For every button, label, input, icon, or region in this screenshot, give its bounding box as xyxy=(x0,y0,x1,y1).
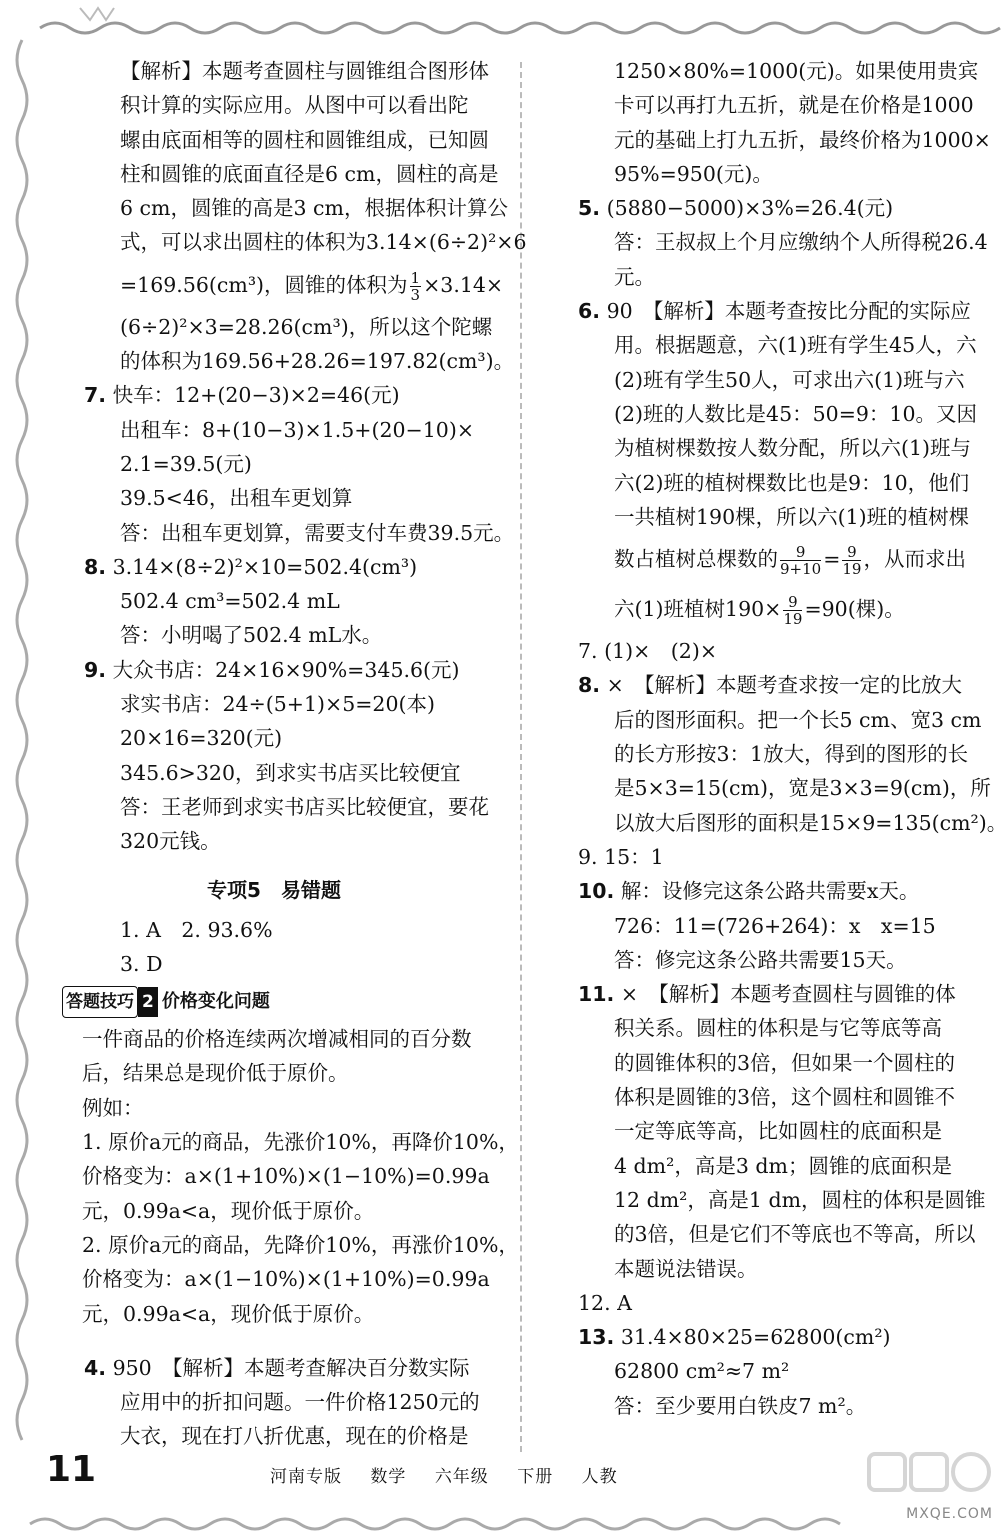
tip-header xyxy=(62,985,504,1018)
answer-line: 950 【解析】本题考查解决百分数实际 xyxy=(112,1355,470,1380)
question-number: 8. xyxy=(578,673,601,698)
analysis-line: 式，可以求出圆柱的体积为3.14×(6÷2)²×6 xyxy=(120,230,527,255)
answer-line: 20×16=320(元) xyxy=(120,726,283,751)
text-segment: =90(棵)。 xyxy=(804,597,905,622)
answer-line: 320元钱。 xyxy=(120,829,221,854)
tip-line: 价格变为：a×(1+10%)×(1−10%)=0.99a xyxy=(82,1164,490,1189)
answer-line: 答：修完这条公路共需要15天。 xyxy=(614,947,907,972)
answer-line: 62800 cm²≈7 m² xyxy=(614,1359,790,1384)
question-number: 9. xyxy=(84,657,107,682)
answer-line: 后的图形面积。把一个长5 cm、宽3 cm xyxy=(614,707,982,732)
answer-line: 12. A xyxy=(578,1290,632,1315)
answer-line: 用。根据题意，六(1)班有学生45人，六 xyxy=(614,333,977,358)
fraction-numerator: 9 xyxy=(780,544,821,561)
answer-line: 的长方形按3：1放大，得到的图形的长 xyxy=(614,742,969,767)
answer-line: 本题说法错误。 xyxy=(614,1256,758,1281)
left-column xyxy=(66,54,527,1454)
answer-line: (2)班的人数比是45：50=9：10。又因 xyxy=(614,401,978,426)
answer-line: 答：王叔叔上个月应缴纳个人所得税26.4 xyxy=(614,230,988,255)
section-title: 专项5 易错题 xyxy=(207,877,341,902)
answer-line: 大衣，现在打八折优惠，现在的价格是 xyxy=(120,1424,469,1449)
top-wavy-border xyxy=(0,0,1007,48)
fraction-numerator: 9 xyxy=(783,594,802,611)
question-number: 13. xyxy=(578,1325,615,1350)
answer-line: 39.5<46，出租车更划算 xyxy=(120,486,353,511)
tip-line: 价格变为：a×(1−10%)×(1+10%)=0.99a xyxy=(82,1267,490,1292)
answer-line: 答：至少要用白铁皮7 m²。 xyxy=(614,1393,867,1418)
answer-line: 元的基础上打九五折，最终价格为1000× xyxy=(614,127,991,152)
question-6 xyxy=(578,294,978,328)
tip-label-text: 答题技巧 xyxy=(66,992,134,1013)
tip-title: 价格变化问题 xyxy=(161,991,270,1013)
answer-line: 345.6>320，到求实书店买比较便宜 xyxy=(120,760,461,785)
answer-line: 9. 15：1 xyxy=(578,844,664,869)
answer-line: 大众书店：24×16×90%=345.6(元) xyxy=(112,657,460,682)
answer-line: 体积是圆锥的3倍，这个圆柱和圆锥不 xyxy=(614,1085,956,1110)
answer-line: 31.4×80×25=62800(cm²) xyxy=(620,1325,891,1350)
question-10 xyxy=(578,874,978,908)
page-number: 11 xyxy=(46,1449,97,1490)
answer-line: 六(2)班的植树棵数比也是9：10，他们 xyxy=(614,470,970,495)
fraction-denominator: 3 xyxy=(410,285,421,304)
tip-number: 2 xyxy=(138,987,158,1017)
question-11 xyxy=(578,977,978,1011)
answer-line: 7. (1)× (2)× xyxy=(578,639,718,664)
answer-line: 应用中的折扣问题。一件价格1250元的 xyxy=(120,1390,480,1415)
question-number: 6. xyxy=(578,299,601,324)
answer-line: 的3倍，但是它们不等底也不等高，所以 xyxy=(614,1222,976,1247)
answer-line: 以放大后图形的面积是15×9=135(cm²)。 xyxy=(614,810,1007,835)
answer-line: 卡可以再打九五折，就是在价格是1000 xyxy=(614,93,974,118)
answer-line: 的圆锥体积的3倍，但如果一个圆柱的 xyxy=(614,1050,956,1075)
answer-line: 2.1=39.5(元) xyxy=(120,451,252,476)
fraction-denominator: 19 xyxy=(842,560,862,579)
answer-line: (5880−5000)×3%=26.4(元) xyxy=(606,196,894,221)
question-5 xyxy=(578,191,978,225)
tip-line: 一件商品的价格连续两次增减相同的百分数 xyxy=(82,1027,472,1052)
question-number: 5. xyxy=(578,196,601,221)
answer-line: (2)班有学生50人，可求出六(1)班与六 xyxy=(614,367,965,392)
footer-volume: 下册 xyxy=(517,1467,554,1487)
answer-line-fraction xyxy=(578,584,978,634)
tip-line: 1. 原价a元的商品，先涨价10%，再降价10%， xyxy=(82,1130,519,1155)
fraction-denominator: 9+10 xyxy=(780,560,822,579)
question-9 xyxy=(84,653,504,687)
analysis-line: 柱和圆锥的底面直径是6 cm，圆柱的高是 xyxy=(120,161,499,186)
answer-line: 12 dm²，高是1 dm，圆柱的体积是圆锥 xyxy=(614,1187,986,1212)
tip-line: 例如： xyxy=(82,1095,144,1120)
answer-line: × 【解析】本题考查圆柱与圆锥的体 xyxy=(620,982,956,1007)
answer-line-fraction xyxy=(578,534,978,584)
answer-line: 1. A 2. 93.6% xyxy=(120,917,273,942)
answer-line: 答：王老师到求实书店买比较便宜，要花 xyxy=(120,794,489,819)
fraction-numerator: 9 xyxy=(842,544,861,561)
text-segment: 六(1)班植树190× xyxy=(614,597,782,622)
footer-info xyxy=(270,1462,640,1487)
answer-line: 一定等底等高，比如圆柱的底面积是 xyxy=(614,1119,942,1144)
left-wavy-border xyxy=(0,0,40,1536)
text-segment: = xyxy=(823,547,841,572)
text-segment: ，从而求出 xyxy=(863,547,966,572)
answer-line: 726：11=(726+264)：x x=15 xyxy=(614,913,936,938)
answer-line: 元。 xyxy=(614,264,655,289)
fraction-numerator: 1 xyxy=(410,268,421,287)
answer-line: 快车：12+(20−3)×2=46(元) xyxy=(112,383,400,408)
analysis-line: 【解析】本题考查圆柱与圆锥组合图形体 xyxy=(120,59,489,83)
answer-line: 答：出租车更划算，需要支付车费39.5元。 xyxy=(120,520,515,545)
footer-edition: 河南专版 xyxy=(270,1467,342,1487)
answer-line: 一共植树190棵，所以六(1)班的植树棵 xyxy=(614,504,970,529)
answer-line: 解：设修完这条公路共需要x天。 xyxy=(620,879,920,904)
tip-label xyxy=(62,986,138,1018)
analysis-line: 螺由底面相等的圆柱和圆锥组成，已知圆 xyxy=(120,127,489,152)
answer-line: 积关系。圆柱的体积是与它等底等高 xyxy=(614,1016,942,1041)
watermark-site: MXQE.COM xyxy=(906,1506,993,1522)
footer-subject: 数学 xyxy=(370,1467,407,1487)
analysis-line: 的体积为169.56+28.26=197.82(cm³)。 xyxy=(120,349,515,374)
answer-line: 1250×80%=1000(元)。如果使用贵宾 xyxy=(614,59,979,83)
answer-line: 502.4 cm³=502.4 mL xyxy=(120,589,340,614)
analysis-line: 积计算的实际应用。从图中可以看出陀 xyxy=(120,93,469,118)
answer-line: 3.14×(8÷2)²×10=502.4(cm³) xyxy=(112,554,418,579)
fraction xyxy=(410,270,422,303)
answer-line: 4 dm²，高是3 dm；圆锥的底面积是 xyxy=(614,1153,952,1178)
question-8 xyxy=(578,668,978,702)
analysis-line: 6 cm，圆锥的高是3 cm，根据体积计算公 xyxy=(120,196,508,221)
question-number: 4. xyxy=(84,1355,107,1380)
text-segment: =169.56(cm³)，圆锥的体积为 xyxy=(120,272,408,297)
answer-line: 答：小明喝了502.4 mL水。 xyxy=(120,623,383,648)
fraction xyxy=(783,594,802,627)
answer-line: 90 【解析】本题考查按比分配的实际应 xyxy=(606,299,971,324)
question-13 xyxy=(578,1320,978,1354)
question-number: 7. xyxy=(84,383,107,408)
footer-publisher: 人教 xyxy=(581,1467,618,1487)
answer-line: 是5×3=15(cm)，宽是3×3=9(cm)，所 xyxy=(614,776,991,801)
right-column xyxy=(578,54,1007,1423)
question-7 xyxy=(84,378,504,412)
answer-line: 3. D xyxy=(120,951,163,976)
tip-line: 2. 原价a元的商品，先降价10%，再涨价10%， xyxy=(82,1232,519,1257)
answer-line: × 【解析】本题考查求按一定的比放大 xyxy=(606,673,963,698)
tip-line: 元，0.99a<a，现价低于原价。 xyxy=(82,1198,375,1223)
question-number: 10. xyxy=(578,879,615,904)
tip-line: 后，结果总是现价低于原价。 xyxy=(82,1061,349,1086)
tip-body xyxy=(82,1022,519,1331)
answer-line: 出租车：8+(10−3)×1.5+(20−10)× xyxy=(120,417,474,442)
question-number: 8. xyxy=(84,554,107,579)
fraction-denominator: 19 xyxy=(783,610,803,629)
question-8 xyxy=(84,550,504,584)
question-4 xyxy=(84,1351,504,1385)
answer-line: 95%=950(元)。 xyxy=(614,161,773,186)
answer-line: 求实书店：24÷(5+1)×5=20(本) xyxy=(120,692,435,717)
footer-grade: 六年级 xyxy=(434,1467,489,1487)
analysis-line: (6÷2)²×3=28.26(cm³)，所以这个陀螺 xyxy=(120,314,493,339)
text-segment: 数占植树总棵数的 xyxy=(614,547,778,572)
column-divider xyxy=(520,62,522,1452)
question-number: 11. xyxy=(578,982,615,1007)
answer-line: 为植树棵数按人数分配，所以六(1)班与 xyxy=(614,436,972,461)
fraction xyxy=(842,544,861,577)
analysis-line-fraction xyxy=(84,260,504,310)
tip-line: 元，0.99a<a，现价低于原价。 xyxy=(82,1301,375,1326)
fraction xyxy=(780,544,821,577)
text-segment: ×3.14× xyxy=(423,272,504,297)
